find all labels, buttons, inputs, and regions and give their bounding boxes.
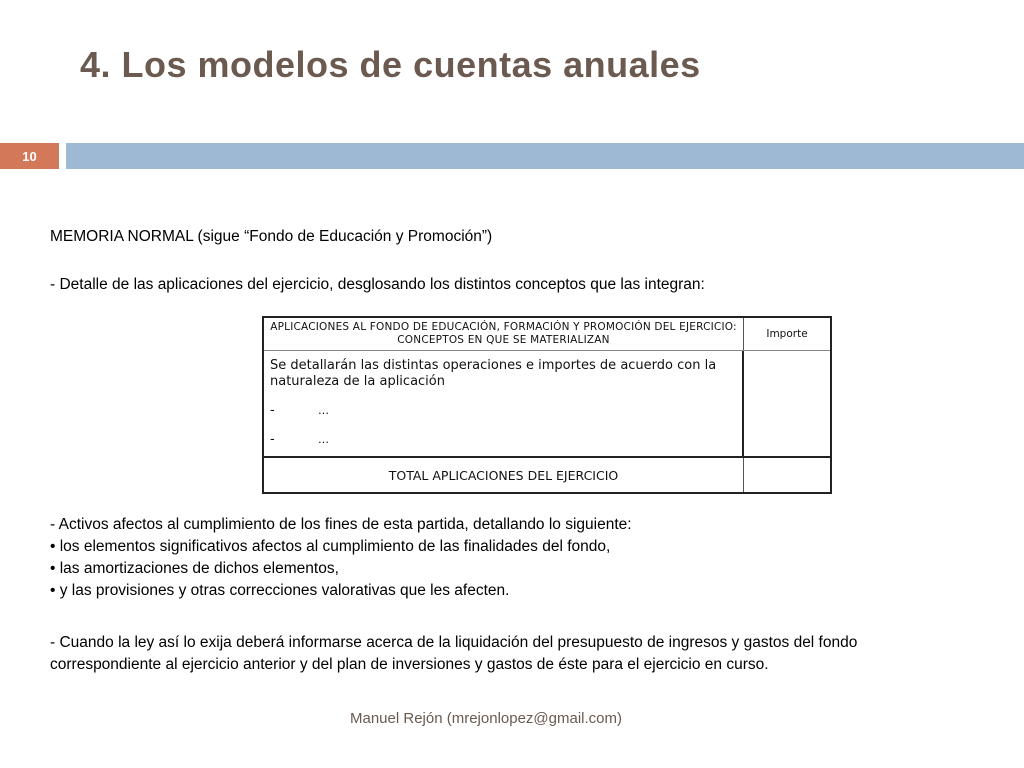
slide-title: 4. Los modelos de cuentas anuales	[80, 44, 701, 85]
header-bar	[66, 143, 1024, 169]
aplicaciones-table	[262, 316, 832, 494]
bullet-item: • y las provisiones y otras correcciones valorativas que les afecten.	[50, 582, 510, 599]
table-header-concepts: APLICACIONES AL FONDO DE EDUCACIÓN, FORMACIÓN Y PROMOCIÓN DEL EJERCICIO: CONCEPTOS EN QUE SE MATERIALIZAN	[264, 318, 744, 350]
bullet-item: • los elementos significativos afectos al cumplimiento de las finalidades del fondo,	[50, 538, 611, 555]
item-dash: -	[270, 432, 275, 447]
activos-section	[50, 514, 632, 602]
slide-number-badge: 10	[0, 143, 59, 169]
activos-intro: - Activos afectos al cumplimiento de los fines de esta partida, detallando lo siguiente:	[50, 516, 632, 533]
table-body-cell	[264, 351, 744, 456]
table-total-value	[744, 458, 830, 492]
detalle-paragraph: - Detalle de las aplicaciones del ejercicio, desglosando los distintos conceptos que las integran:	[50, 276, 705, 293]
table-item-row	[270, 432, 329, 447]
table-total-label: TOTAL APLICACIONES DEL EJERCICIO	[264, 458, 744, 492]
item-value: …	[318, 404, 329, 417]
table-item-row	[270, 403, 329, 418]
memoria-heading: MEMORIA NORMAL (sigue “Fondo de Educación y Promoción”)	[50, 228, 493, 245]
cuando-paragraph: - Cuando la ley así lo exija deberá informarse acerca de la liquidación del presupuesto de ingresos y gastos del fondo correspondiente al ejercicio anterior y del plan de inversiones y gastos de éste para el ejercicio en curso.	[50, 634, 858, 673]
table-importe-cell	[744, 351, 830, 456]
table-header-importe: Importe	[766, 328, 808, 340]
table-description: Se detallarán las distintas operaciones e importes de acuerdo con la naturaleza de la aplicación	[270, 358, 717, 389]
item-value: …	[318, 433, 329, 446]
bullet-item: • las amortizaciones de dichos elementos,	[50, 560, 339, 577]
footer-author: Manuel Rejón (mrejonlopez@gmail.com)	[350, 710, 622, 727]
item-dash: -	[270, 403, 275, 418]
